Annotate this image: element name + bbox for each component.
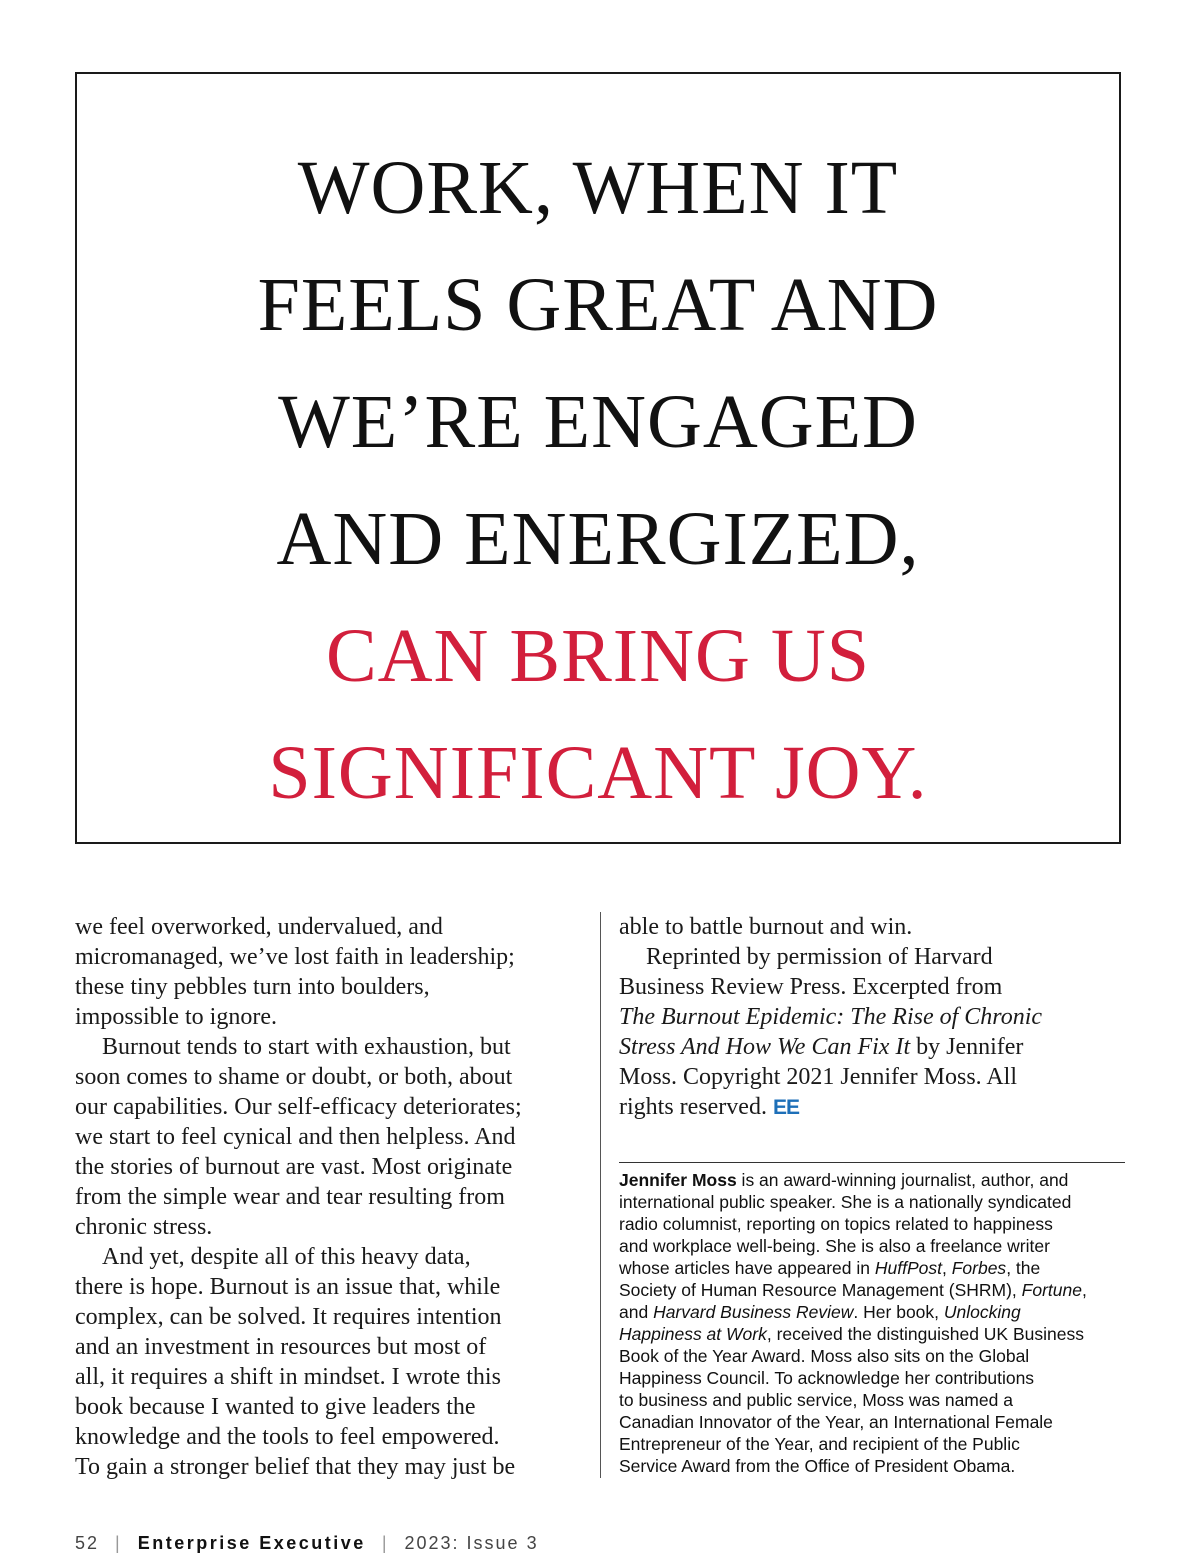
pull-quote-box — [75, 72, 1121, 844]
pull-quote-line-highlight: SIGNIFICANT JOY. — [268, 731, 928, 815]
publication-title: Enterprise Executive — [137, 1533, 366, 1553]
text-fragment: rights reserved. — [619, 1094, 773, 1120]
bio-line: international public speaker. She is a nationally syndicated — [619, 1192, 1072, 1212]
page-footer — [75, 1533, 539, 1554]
right-column — [619, 912, 1125, 1123]
footer-separator: | — [115, 1533, 122, 1553]
text-line: Moss. Copyright 2021 Jennifer Moss. All — [619, 1064, 1018, 1090]
pull-quote — [77, 130, 1119, 832]
text-line — [619, 1032, 1125, 1062]
ee-end-mark-icon: EE — [772, 1096, 799, 1119]
column-divider — [600, 912, 601, 1478]
bio-line: Entrepreneur of the Year, and recipient of the Public — [619, 1434, 1020, 1454]
text-line: Business Review Press. Excerpted from — [619, 974, 1003, 1000]
publication-name: Fortune — [1021, 1280, 1082, 1300]
text-line: Reprinted by permission of Harvard — [646, 944, 993, 970]
bio-fragment: and — [619, 1302, 654, 1322]
book-title: Happiness at Work — [619, 1324, 767, 1344]
bio-line — [619, 1323, 1129, 1345]
bio-divider — [619, 1162, 1125, 1163]
publication-name: HuffPost — [874, 1258, 942, 1278]
bio-line: and workplace well-being. She is also a freelance writer — [619, 1236, 1050, 1256]
text-line: To gain a stronger belief that they may just be — [75, 1454, 516, 1480]
text-line: complex, can be solved. It requires intention — [75, 1304, 502, 1330]
body-paragraph — [75, 1242, 580, 1482]
book-title-line: The Burnout Epidemic: The Rise of Chronic — [619, 1004, 1043, 1030]
text-line: impossible to ignore. — [75, 1004, 277, 1030]
text-line: knowledge and the tools to feel empowered. — [75, 1424, 500, 1450]
bio-line — [619, 1279, 1129, 1301]
publication-name: Harvard Business Review — [653, 1302, 854, 1322]
bio-fragment: whose articles have appeared in — [619, 1258, 875, 1278]
footer-separator: | — [381, 1533, 389, 1553]
text-line: we feel overworked, undervalued, and — [75, 914, 443, 940]
text-line: there is hope. Burnout is an issue that, while — [75, 1274, 501, 1300]
text-line: book because I wanted to give leaders the — [75, 1394, 476, 1420]
bio-fragment: is an award-winning journalist, author, and — [736, 1170, 1069, 1190]
book-title-fragment: Stress And How We Can Fix It — [619, 1034, 911, 1060]
bio-line: Happiness Council. To acknowledge her contributions — [619, 1368, 1035, 1388]
text-line: And yet, despite all of this heavy data, — [102, 1244, 471, 1270]
bio-fragment: Society of Human Resource Management (SHRM), — [619, 1280, 1022, 1300]
bio-fragment: . Her book, — [853, 1302, 944, 1322]
bio-line: radio columnist, reporting on topics related to happiness — [619, 1214, 1053, 1234]
text-line: and an investment in resources but most of — [75, 1334, 487, 1360]
text-line: we start to feel cynical and then helpless. And — [75, 1124, 516, 1150]
bio-fragment: , the — [1006, 1258, 1041, 1278]
bio-line: Book of the Year Award. Moss also sits on the Global — [619, 1346, 1030, 1366]
text-line: these tiny pebbles turn into boulders, — [75, 974, 430, 1000]
bio-line: Service Award from the Office of President Obama. — [619, 1456, 1016, 1476]
pull-quote-line: WORK, WHEN IT — [297, 146, 899, 230]
bio-line: to business and public service, Moss was named a — [619, 1390, 1013, 1410]
pull-quote-line: AND ENERGIZED, — [276, 497, 920, 581]
issue-label: 2023: Issue 3 — [404, 1533, 539, 1553]
bio-line — [619, 1257, 1129, 1279]
body-paragraph — [75, 1032, 580, 1242]
text-line: the stories of burnout are vast. Most originate — [75, 1154, 513, 1180]
text-line: Burnout tends to start with exhaustion, but — [102, 1034, 511, 1060]
bio-line: Canadian Innovator of the Year, an International Female — [619, 1412, 1053, 1432]
author-name: Jennifer Moss — [619, 1170, 737, 1190]
author-bio — [619, 1169, 1129, 1477]
book-title: Unlocking — [943, 1302, 1021, 1322]
text-line: micromanaged, we’ve lost faith in leadership; — [75, 944, 515, 970]
bio-fragment: , — [941, 1258, 952, 1278]
text-line: chronic stress. — [75, 1214, 213, 1240]
text-line: all, it requires a shift in mindset. I wrote this — [75, 1364, 501, 1390]
text-line: our capabilities. Our self-efficacy deteriorates; — [75, 1094, 522, 1120]
pull-quote-line: FEELS GREAT AND — [257, 263, 939, 347]
bio-line — [619, 1169, 1129, 1191]
bio-fragment: , received the distinguished UK Business — [766, 1324, 1084, 1344]
pull-quote-line: WE’RE ENGAGED — [278, 380, 918, 464]
page-number: 52 — [75, 1533, 100, 1553]
bio-fragment: , — [1081, 1280, 1087, 1300]
publication-name: Forbes — [951, 1258, 1007, 1278]
body-paragraph — [619, 912, 1125, 942]
text-line: from the simple wear and tear resulting from — [75, 1184, 505, 1210]
bio-line — [619, 1301, 1129, 1323]
left-column — [75, 912, 580, 1482]
pull-quote-line-highlight: CAN BRING US — [325, 614, 871, 698]
text-line: able to battle burnout and win. — [619, 914, 913, 940]
reprint-notice — [619, 942, 1125, 1123]
text-line: soon comes to shame or doubt, or both, about — [75, 1064, 513, 1090]
body-paragraph — [75, 912, 580, 1032]
text-fragment: by Jennifer — [910, 1034, 1024, 1060]
text-line — [619, 1092, 1125, 1123]
